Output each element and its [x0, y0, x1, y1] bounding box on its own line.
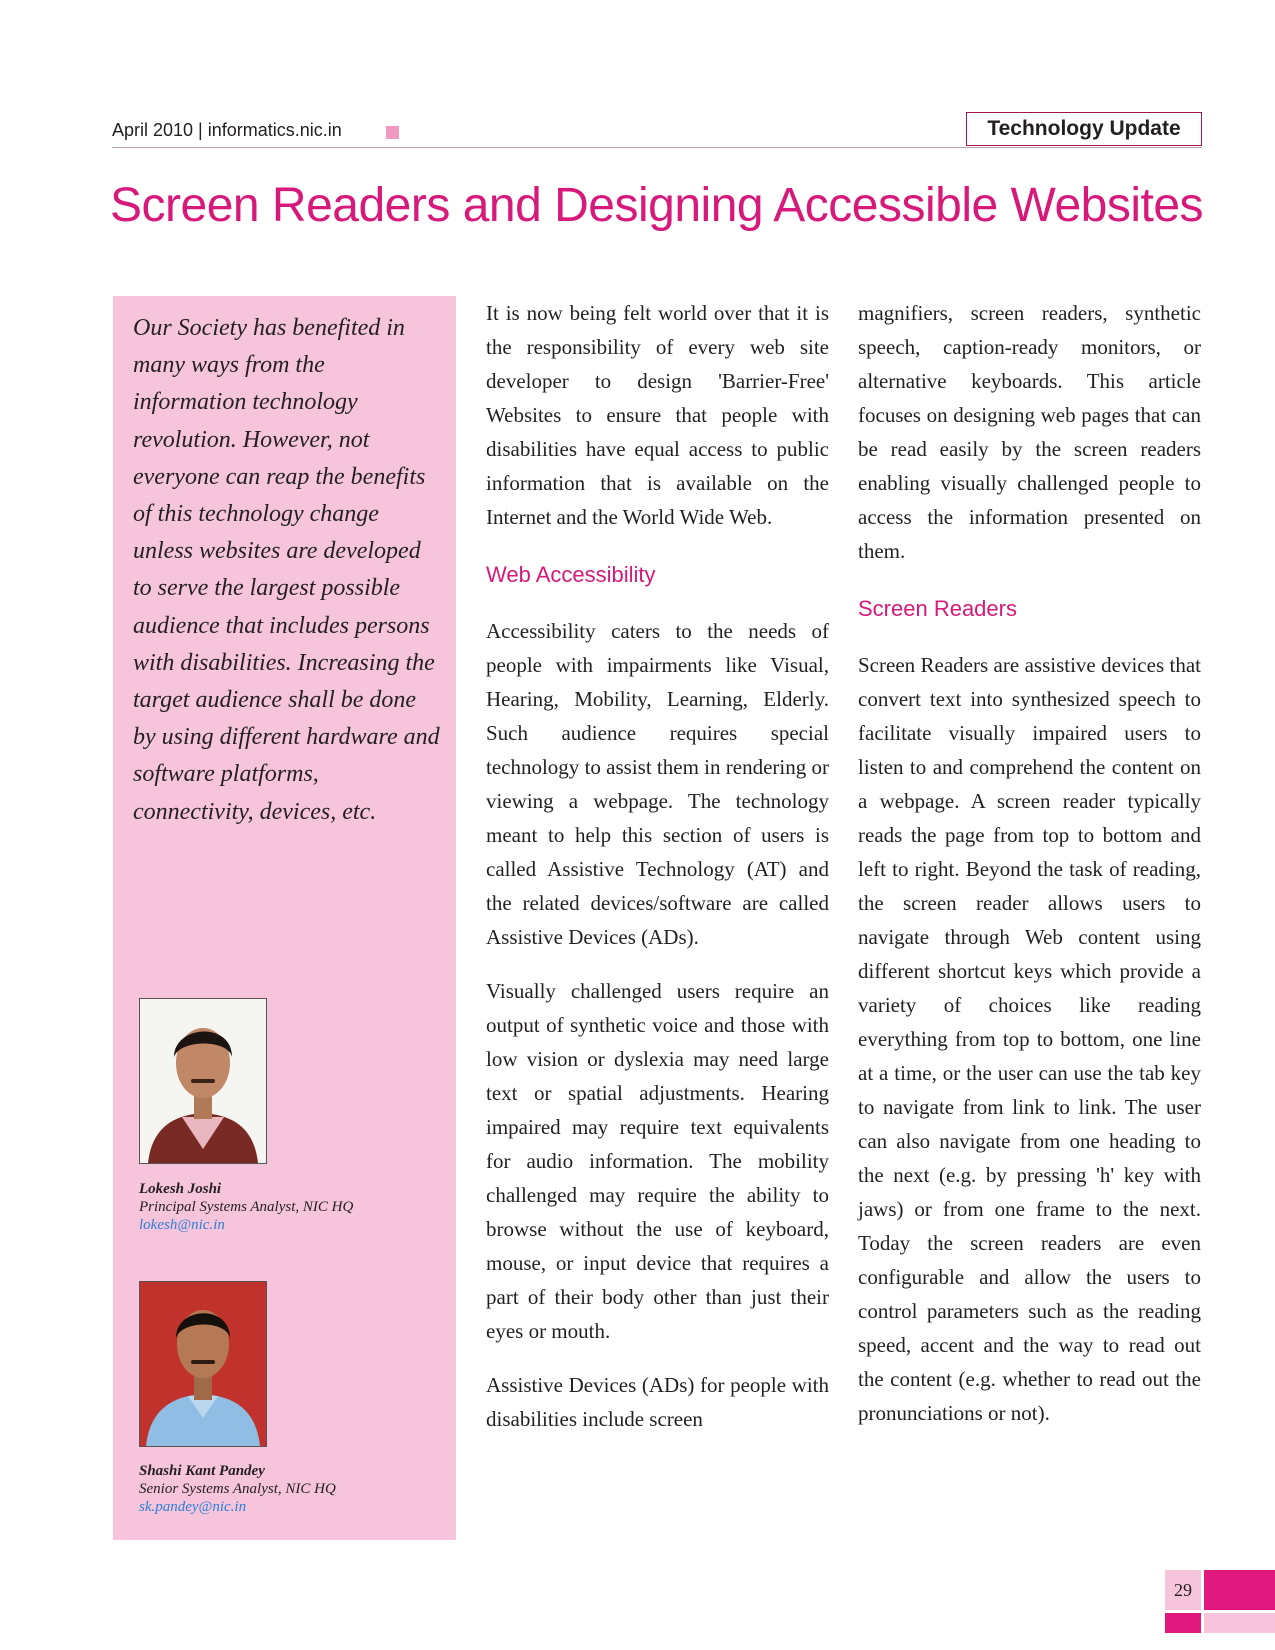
body-column-1 — [486, 296, 829, 1436]
footer-color-block — [1165, 1613, 1201, 1633]
author-role: Principal Systems Analyst, NIC HQ — [139, 1199, 354, 1215]
author-name: Lokesh Joshi — [139, 1181, 222, 1197]
web-accessibility-heading: Web Accessibility — [486, 562, 656, 587]
intro-paragraph: It is now being felt world over that it is the responsibility of every web site developer to design 'Barrier-Free' Websites to ensure that people with disabilities have equal access to public information that is available on the Internet and the World Wide Web. — [486, 301, 829, 529]
author-portrait-icon — [140, 999, 266, 1163]
author-credit — [139, 1462, 439, 1516]
article-title: Screen Readers and Designing Accessible Websites — [110, 179, 1204, 232]
body-paragraph: Accessibility caters to the needs of people with impairments like Visual, Hearing, Mobility, Learning, Elderly. Such audience requires special technology to assist them in rendering or viewing a webpage. The technology meant to help this section of users is called Assistive Technology (AT) and the related devices/software are called Assistive Devices (ADs). — [486, 619, 829, 949]
body-paragraph: Visually challenged users require an output of synthetic voice and those with low vision or dyslexia may need large text or spatial adjustments. Hearing impaired may require text equivalents for audio information. The mobility challenged may require the ability to browse without the use of keyboard, mouse, or input device that requires a part of their body other than just their eyes or mouth. — [486, 979, 829, 1343]
footer-color-block — [1204, 1613, 1275, 1633]
screen-readers-heading: Screen Readers — [858, 596, 1017, 621]
author-credit — [139, 1180, 439, 1234]
body-paragraph: magnifiers, screen readers, synthetic speech, caption-ready monitors, or alternative keyboards. This article focuses on designing web pages that can be read easily by the screen readers enabling visually challenged people to access the information presented on them. — [858, 301, 1201, 563]
section-tag: Technology Update — [966, 112, 1202, 146]
page-number: 29 — [1165, 1570, 1201, 1610]
body-paragraph: Assistive Devices (ADs) for people with disabilities include screen — [486, 1373, 829, 1431]
author-portrait-icon — [140, 1282, 266, 1446]
pull-quote: Our Society has benefited in many ways from the information technology revolution. However, not everyone can reap the benefits of this technology change unless websites are developed to serve the largest possible audience that includes persons with disabilities. Increasing the target audience shall be done by using different hardware and software platforms, connectivity, devices, etc. — [133, 315, 440, 825]
header-square-ornament — [386, 126, 399, 139]
sidebar — [113, 296, 456, 1540]
header-divider — [112, 147, 1202, 148]
footer-color-block — [1204, 1570, 1275, 1610]
body-column-2 — [858, 296, 1201, 1430]
author-email-link[interactable]: sk.pandey@nic.in — [139, 1499, 247, 1515]
author-name: Shashi Kant Pandey — [139, 1463, 265, 1479]
author-email-link[interactable]: lokesh@nic.in — [139, 1217, 225, 1233]
body-paragraph: Screen Readers are assistive devices that convert text into synthesized speech to facilitate visually impaired users to listen to and comprehend the content on a webpage. A screen reader typically reads the page from top to bottom and left to right. Beyond the task of reading, the screen reader allows users to navigate through Web content using different shortcut keys which provide a variety of choices like reading everything from top to bottom, one line at a time, or the user can use the tab key to navigate from link to link. The user can also navigate from one heading to the next (e.g. by pressing 'h' key with jaws) or from one frame to the next. Today the screen readers are even configurable and allow the users to control parameters such as the reading speed, accent and the way to read out the content (e.g. whether to read out the pronunciations or not). — [858, 653, 1201, 1425]
issue-info: April 2010 | informatics.nic.in — [112, 120, 342, 140]
author-photo-shashi-kant-pandey — [139, 1281, 267, 1447]
author-role: Senior Systems Analyst, NIC HQ — [139, 1481, 336, 1497]
author-photo-lokesh-joshi — [139, 998, 267, 1164]
